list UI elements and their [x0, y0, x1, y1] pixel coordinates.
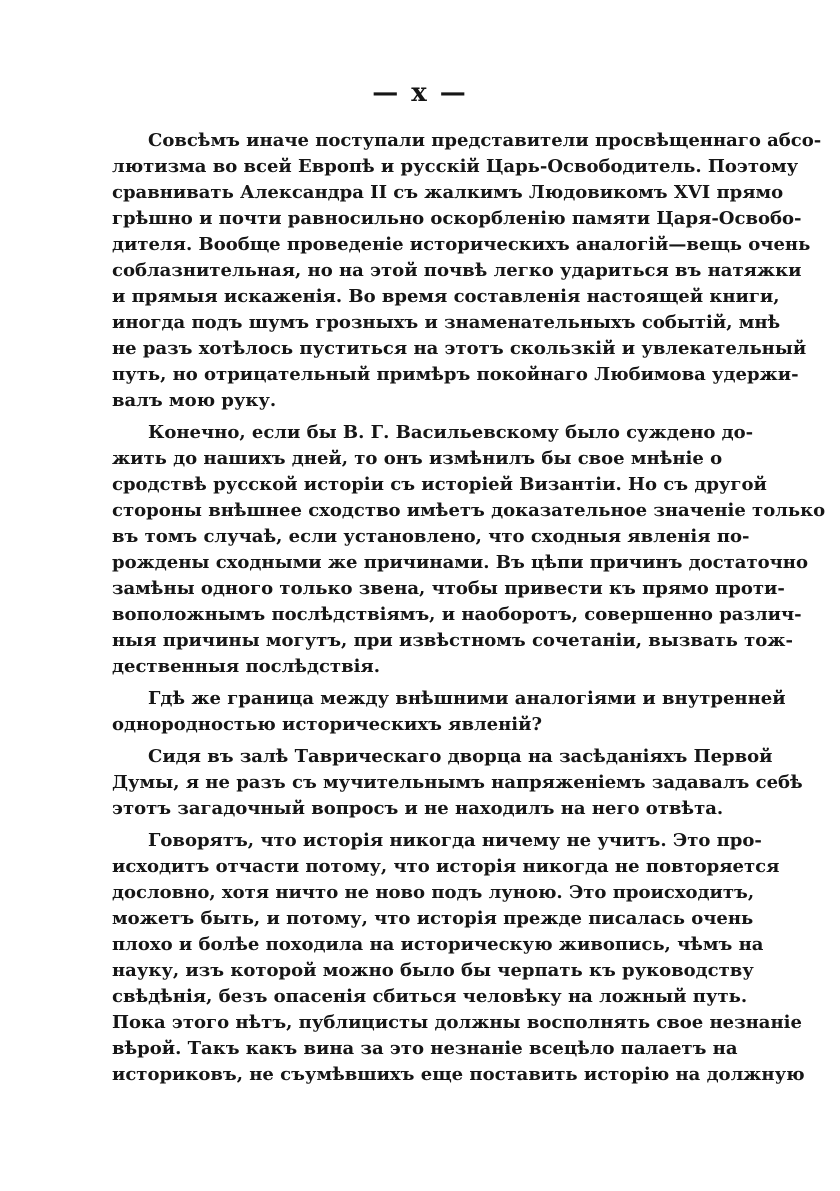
- text-line: исходитъ отчасти потому, что исторія никогда не повторяется: [112, 856, 780, 877]
- text-line: однородностью историческихъ явленій?: [112, 714, 543, 735]
- text-line: можетъ быть, и потому, что исторія прежде писалась очень: [112, 908, 754, 929]
- text-line: не разъ хотѣлось пуститься на этотъ скользкій и увлекательный: [112, 338, 807, 359]
- paragraph: [112, 420, 826, 680]
- paragraph: [112, 828, 805, 1088]
- body-text: [112, 128, 826, 1088]
- text-line: стороны внѣшнее сходство имѣетъ доказательное значеніе только: [112, 500, 826, 521]
- text-line: путь, но отрицательный примѣръ покойнаго Любимова удержи-: [112, 364, 799, 385]
- text-line: науку, изъ которой можно было бы черпать къ руководству: [112, 960, 754, 981]
- paragraph: [112, 686, 786, 738]
- text-line: дителя. Вообще проведеніе историческихъ аналогій—вещь очень: [112, 234, 811, 255]
- text-line: ныя причины могутъ, при извѣстномъ сочетаніи, вызвать тож-: [112, 630, 793, 651]
- text-line: дественныя послѣдствія.: [112, 656, 380, 677]
- paragraph: [112, 744, 803, 822]
- text-line: лютизма во всей Европѣ и русскій Царь-Освободитель. Поэтому: [112, 156, 799, 177]
- page-number: — x —: [372, 78, 468, 108]
- text-line: Конечно, если бы В. Г. Васильевскому было суждено до-: [148, 422, 754, 443]
- text-line: грѣшно и почти равносильно оскорбленію памяти Царя-Освобо-: [112, 208, 802, 229]
- text-line: Сидя въ залѣ Таврическаго дворца на засѣданіяхъ Первой: [148, 746, 773, 767]
- text-line: и прямыя искаженія. Во время составленія настоящей книги,: [112, 286, 780, 307]
- text-line: плохо и болѣе походила на историческую живопись, чѣмъ на: [112, 934, 764, 955]
- text-line: Гдѣ же граница между внѣшними аналогіями и внутренней: [148, 688, 786, 709]
- text-line: Совсѣмъ иначе поступали представители просвѣщеннаго абсо-: [148, 130, 822, 151]
- text-line: валъ мою руку.: [112, 390, 277, 411]
- text-line: дословно, хотя ничто не ново подъ луною. Это происходитъ,: [112, 882, 755, 903]
- text-line: рождены сходными же причинами. Въ цѣпи причинъ достаточно: [112, 552, 808, 573]
- text-line: сравнивать Александра II съ жалкимъ Людовикомъ XVI прямо: [112, 182, 784, 203]
- text-line: соблазнительная, но на этой почвѣ легко удариться въ натяжки: [112, 260, 802, 281]
- text-line: воположнымъ послѣдствіямъ, и наоборотъ, совершенно различ-: [112, 604, 802, 625]
- text-line: этотъ загадочный вопросъ и не находилъ на него отвѣта.: [112, 798, 724, 819]
- text-line: свѣдѣнія, безъ опасенія сбиться человѣку на ложный путь.: [112, 986, 748, 1007]
- text-line: замѣны одного только звена, чтобы привести къ прямо проти-: [112, 578, 785, 599]
- paragraph: [112, 128, 822, 414]
- text-line: жить до нашихъ дней, то онъ измѣнилъ бы свое мнѣніе о: [112, 448, 723, 469]
- text-line: Думы, я не разъ съ мучительнымъ напряженіемъ задавалъ себѣ: [112, 772, 803, 793]
- text-line: Пока этого нѣтъ, публицисты должны восполнять свое незнаніе: [112, 1012, 802, 1033]
- text-line: вѣрой. Такъ какъ вина за это незнаніе всецѣло палаетъ на: [112, 1038, 738, 1059]
- text-line: Говорятъ, что исторія никогда ничему не учитъ. Это про-: [148, 830, 762, 851]
- text-line: въ томъ случаѣ, если установлено, что сходныя явленія по-: [112, 526, 750, 547]
- text-line: сродствѣ русской исторіи съ исторіей Византіи. Но съ другой: [112, 474, 767, 495]
- text-line: иногда подъ шумъ грозныхъ и знаменательныхъ событій, мнѣ: [112, 312, 781, 333]
- text-line: историковъ, не съумѣвшихъ еще поставить исторію на должную: [112, 1064, 805, 1085]
